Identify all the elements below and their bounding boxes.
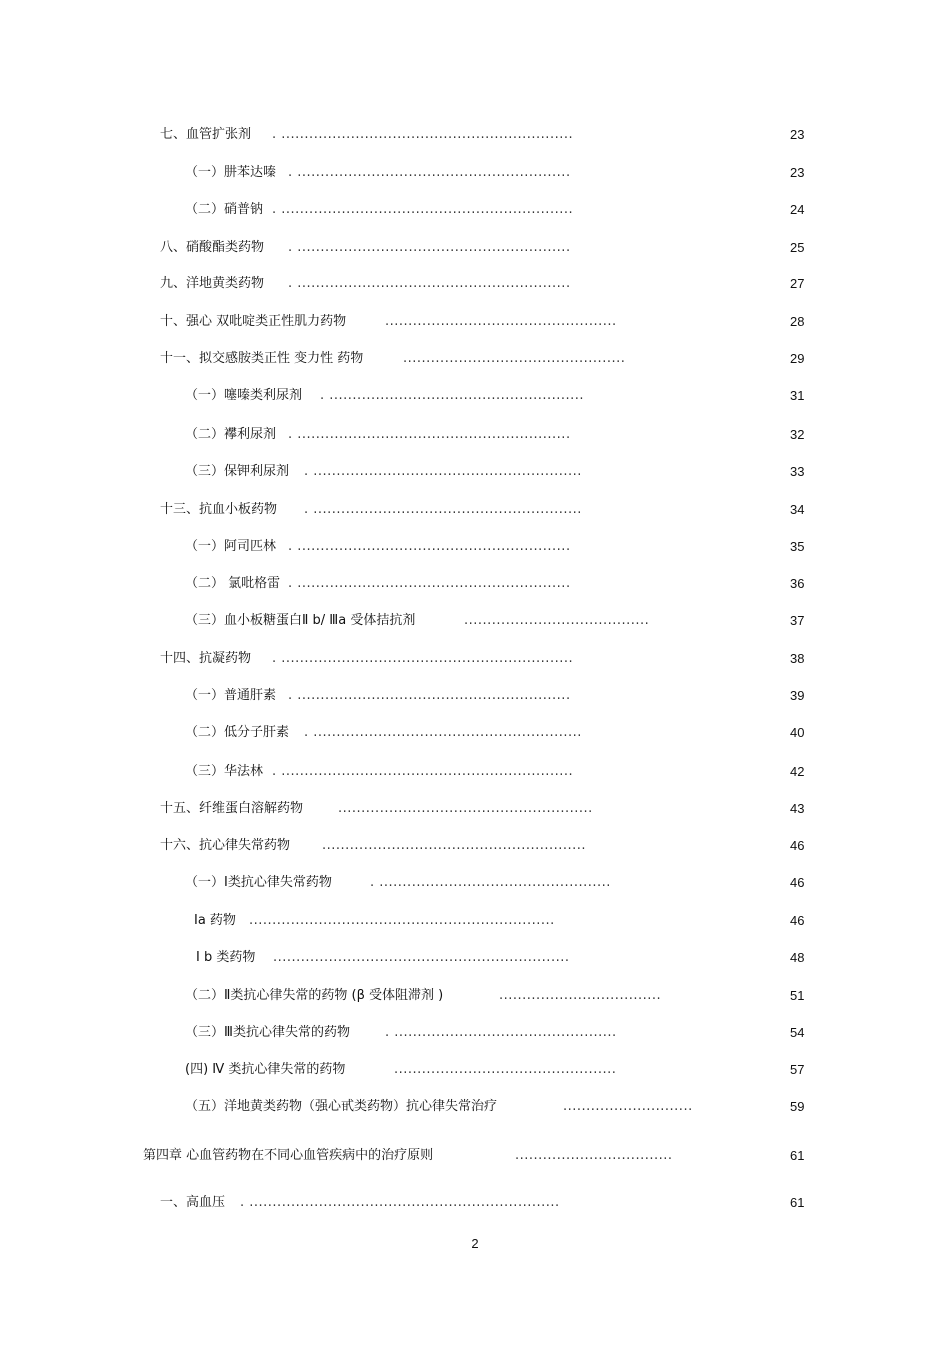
toc-entry-page: 54 [790,1025,805,1040]
toc-entry-page: 42 [790,764,805,779]
toc-leader-dots: . ........................................................... [288,427,571,442]
toc-entry-page: 39 [790,688,805,703]
toc-leader-dots: . .......................................................... [304,464,582,479]
toc-leader-dots: . ........................................................... [288,539,571,554]
toc-entry [185,1097,840,1117]
toc-entry-label: （三）保钾利尿剂 [185,464,290,479]
toc-entry-label: （一）Ⅰ类抗心律失常药物 [185,875,332,890]
toc-leader-dots: ....................................................... [338,801,593,816]
toc-entry [160,274,840,294]
toc-entry-label: （三）Ⅲ类抗心律失常的药物 [185,1025,350,1040]
toc-entry [185,1060,840,1080]
page-number: 2 [471,1236,479,1251]
toc-entry [160,836,840,856]
toc-entry-page: 28 [790,314,805,329]
toc-entry-page: 48 [790,950,805,965]
toc-entry [194,911,840,931]
toc-entry-page: 29 [790,351,805,366]
toc-entry [185,574,840,594]
toc-leader-dots: . ............................................................... [272,127,574,142]
toc-entry [185,723,840,743]
toc-entry-label: （二）硝普钠 [185,202,264,217]
toc-entry-page: 32 [790,427,805,442]
toc-entry-page: 46 [790,838,805,853]
toc-entry-label: 七、血管扩张剂 [160,127,252,142]
toc-leader-dots: ............................ [563,1099,693,1114]
toc-entry-label: (四) Ⅳ 类抗心律失常的药物 [185,1062,346,1077]
toc-entry [185,611,840,631]
toc-entry [185,873,840,893]
toc-entry-page: 36 [790,576,805,591]
toc-entry-page: 31 [790,388,805,403]
toc-leader-dots: . ........................................................... [288,688,571,703]
toc-entry-page: 61 [790,1195,805,1210]
toc-entry [185,386,840,406]
toc-entry [160,1193,840,1213]
toc-leader-dots: . .......................................................... [304,725,582,740]
toc-entry-page: 59 [790,1099,805,1114]
toc-leader-dots: . ............................................................... [272,202,574,217]
toc-entry-page: 27 [790,276,805,291]
toc-entry [160,799,840,819]
toc-entry-label: （一）噻嗪类利尿剂 [185,388,303,403]
toc-leader-dots: . ............................................................... [272,764,574,779]
toc-entry-label: （三）血小板糖蛋白Ⅱ b/ Ⅲa 受体拮抗剂 [185,613,416,628]
toc-entry-page: 46 [790,875,805,890]
toc-leader-dots: . ............................................................... [272,651,574,666]
toc-entry-label: 十六、抗心律失常药物 [160,838,291,853]
toc-leader-dots: ................................................ [394,1062,617,1077]
toc-entry [185,686,840,706]
toc-entry-label: Ⅰ b 类药物 [196,950,256,965]
toc-entry-label: 十、强心 双吡啶类正性肌力药物 [160,314,347,329]
toc-entry-label: （五）洋地黄类药物（强心甙类药物）抗心律失常治疗 [185,1099,498,1114]
toc-leader-dots: . ....................................................... [320,388,585,403]
toc-entry-page: 24 [790,202,805,217]
toc-leader-dots: . ................................................................... [240,1195,560,1210]
chapter-entry [143,1146,840,1166]
toc-entry [185,425,840,445]
toc-leader-dots: . ................................................ [385,1025,617,1040]
toc-entry [185,762,840,782]
toc-entry-label: 九、洋地黄类药物 [160,276,265,291]
toc-entry-label: 一、高血压 [160,1195,226,1210]
toc-leader-dots: ................................... [499,988,662,1003]
toc-entry-page: 38 [790,651,805,666]
toc-entry [160,500,840,520]
toc-entry [185,200,840,220]
toc-entry-page: 35 [790,539,805,554]
toc-entry-page: 43 [790,801,805,816]
toc-entry [185,537,840,557]
toc-entry-page: 33 [790,464,805,479]
toc-entry-label: Ia 药物 [194,913,236,928]
toc-entry [160,649,840,669]
toc-entry-page: 23 [790,127,805,142]
toc-entry-label: （二）低分子肝素 [185,725,290,740]
toc-entry [185,163,840,183]
toc-entry-page: 51 [790,988,805,1003]
toc-entry-label: （二）襻利尿剂 [185,427,277,442]
toc-leader-dots: ................................................ [403,351,626,366]
toc-entry-label: 十五、纤维蛋白溶解药物 [160,801,304,816]
toc-entry [185,986,840,1006]
toc-entry-page: 23 [790,165,805,180]
toc-entry [185,462,840,482]
toc-entry [160,238,840,258]
toc-entry-label: 第四章 心血管药物在不同心血管疾病中的治疗原则 [143,1148,434,1163]
toc-entry [160,349,840,369]
toc-entry-label: （三）华法林 [185,764,264,779]
toc-leader-dots: . ........................................................... [288,276,571,291]
toc-entry-label: （一）普通肝素 [185,688,277,703]
toc-leader-dots: .................................................. [385,314,617,329]
toc-entry-label: 十四、抗凝药物 [160,651,252,666]
toc-entry-label: （二）Ⅱ类抗心律失常的药物 (β 受体阻滞剂 ) [185,988,444,1003]
toc-entry-label: 十三、抗血小板药物 [160,502,278,517]
toc-entry-label: （二） 氯吡格雷 [185,576,281,591]
toc-leader-dots: .................................................................. [249,913,555,928]
toc-entry-page: 34 [790,502,805,517]
toc-leader-dots: . .................................................. [370,875,611,890]
toc-leader-dots: . ........................................................... [288,576,571,591]
toc-leader-dots: . .......................................................... [304,502,582,517]
toc-entry-page: 37 [790,613,805,628]
toc-entry-label: （一）肼苯达嗪 [185,165,277,180]
toc-leader-dots: . ........................................................... [288,165,571,180]
toc-entry-page: 25 [790,240,805,255]
toc-entry [160,312,840,332]
toc-leader-dots: ........................................ [464,613,650,628]
toc-entry-label: 十一、拟交感胺类正性 变力性 药物 [160,351,364,366]
toc-entry [185,1023,840,1043]
toc-entry [196,948,840,968]
toc-leader-dots: . ........................................................... [288,240,571,255]
toc-entry-label: （一）阿司匹林 [185,539,277,554]
toc-entry [160,125,840,145]
toc-leader-dots: ................................................................ [273,950,570,965]
toc-entry-page: 40 [790,725,805,740]
toc-entry-page: 57 [790,1062,805,1077]
toc-leader-dots: .................................. [515,1148,673,1163]
toc-entry-label: 八、硝酸酯类药物 [160,240,265,255]
toc-entry-page: 61 [790,1148,805,1163]
toc-leader-dots: ......................................................... [322,838,587,853]
toc-entry-page: 46 [790,913,805,928]
